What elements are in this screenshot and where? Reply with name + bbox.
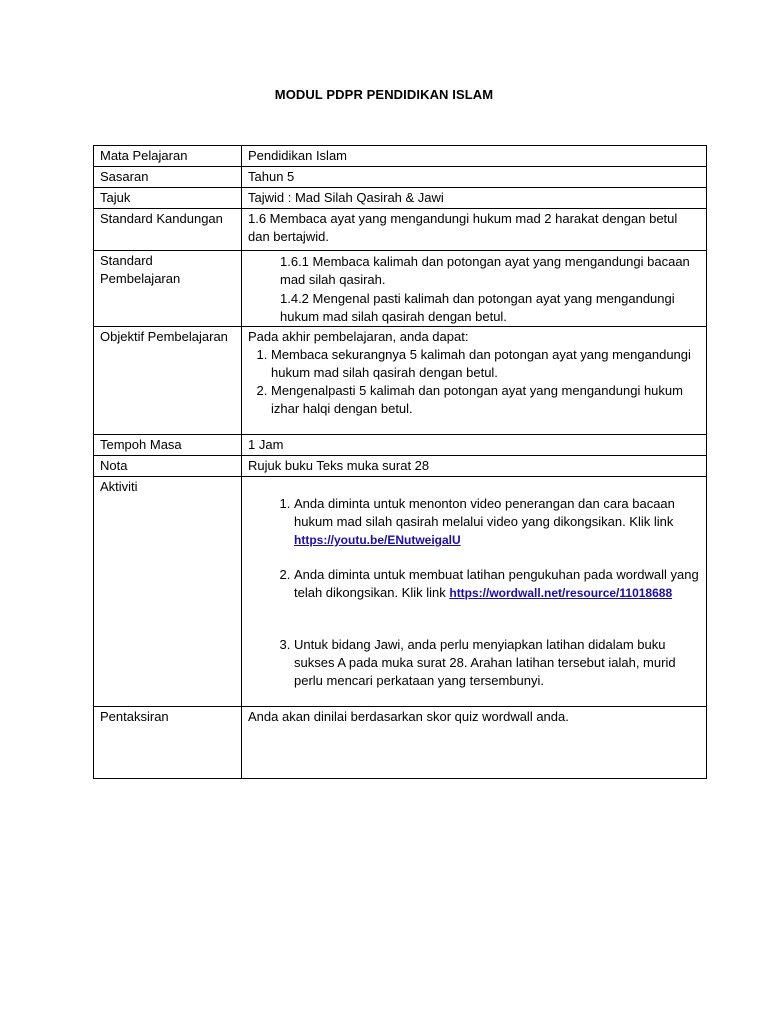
table-row-nota bbox=[94, 456, 707, 477]
list-item bbox=[294, 566, 700, 602]
table-row-sasaran bbox=[94, 167, 707, 188]
row-label: Standard Kandungan bbox=[94, 209, 242, 251]
row-label: Pentaksiran bbox=[94, 707, 242, 779]
row-value bbox=[242, 477, 707, 707]
table-row-standard-pembelajaran bbox=[94, 251, 707, 327]
list-item: 1.4.2 Mengenal pasti kalimah dan potongan ayat yang mengandungi hukum mad silah qasirah dengan betul. bbox=[280, 291, 675, 324]
table-row-mata-pelajaran bbox=[94, 146, 707, 167]
list-item bbox=[294, 495, 700, 549]
row-value: 1 Jam bbox=[242, 435, 707, 456]
wordwall-link[interactable]: https://wordwall.net/resource/11018688 bbox=[449, 586, 673, 600]
row-label: Sasaran bbox=[94, 167, 242, 188]
list-item: 1. Membaca sekurangnya 5 kalimah dan potongan ayat yang mengandungi hukum mad silah qasirah dengan betul. bbox=[271, 346, 700, 382]
objektif-intro: Pada akhir pembelajaran, anda dapat: bbox=[248, 329, 469, 344]
table-row-objektif bbox=[94, 327, 707, 435]
row-label: Objektif Pembelajaran bbox=[94, 327, 242, 435]
row-value: 1.6 Membaca ayat yang mengandungi hukum mad 2 harakat dengan betul dan bertajwid. bbox=[242, 209, 707, 251]
aktiviti-text: Anda diminta untuk membuat latihan pengukuhan pada wordwall yang telah dikongsikan. Klik link bbox=[294, 567, 699, 600]
row-label: Mata Pelajaran bbox=[94, 146, 242, 167]
table-row-tempoh-masa bbox=[94, 435, 707, 456]
module-table bbox=[93, 145, 707, 779]
row-label: Tempoh Masa bbox=[94, 435, 242, 456]
row-value: Anda akan dinilai berdasarkan skor quiz wordwall anda. bbox=[242, 707, 707, 779]
row-label: Standard Pembelajaran bbox=[94, 251, 242, 327]
aktiviti-list bbox=[248, 495, 700, 690]
row-value: Rujuk buku Teks muka surat 28 bbox=[242, 456, 707, 477]
row-label: Tajuk bbox=[94, 188, 242, 209]
row-label: Nota bbox=[94, 456, 242, 477]
table-row-pentaksiran bbox=[94, 707, 707, 779]
table-row-tajuk bbox=[94, 188, 707, 209]
row-value: Tahun 5 bbox=[242, 167, 707, 188]
table-row-aktiviti bbox=[94, 477, 707, 707]
row-label: Aktiviti bbox=[94, 477, 242, 707]
table-row-standard-kandungan bbox=[94, 209, 707, 251]
document-title: MODUL PDPR PENDIDIKAN ISLAM bbox=[274, 87, 494, 102]
aktiviti-text: Anda diminta untuk menonton video penerangan dan cara bacaan hukum mad silah qasirah melalui video yang dikongsikan. Klik link bbox=[294, 496, 675, 529]
row-value bbox=[242, 327, 707, 435]
row-value bbox=[242, 251, 707, 327]
list-item: 3. Untuk bidang Jawi, anda perlu menyiapkan latihan didalam buku sukses A pada muka surat 28. Arahan latihan tersebut ialah, murid perlu mencari perkataan yang tersembunyi. bbox=[294, 636, 700, 690]
youtube-link[interactable]: https://youtu.be/ENutweigalU bbox=[294, 533, 461, 547]
row-value: Pendidikan Islam bbox=[242, 146, 707, 167]
list-item: 2. Mengenalpasti 5 kalimah dan potongan ayat yang mengandungi hukum izhar halqi dengan betul. bbox=[271, 382, 700, 418]
objektif-list bbox=[248, 346, 700, 418]
list-item: 1.6.1 Membaca kalimah dan potongan ayat yang mengandungi bacaan mad silah qasirah. bbox=[280, 254, 690, 287]
row-value: Tajwid : Mad Silah Qasirah & Jawi bbox=[242, 188, 707, 209]
